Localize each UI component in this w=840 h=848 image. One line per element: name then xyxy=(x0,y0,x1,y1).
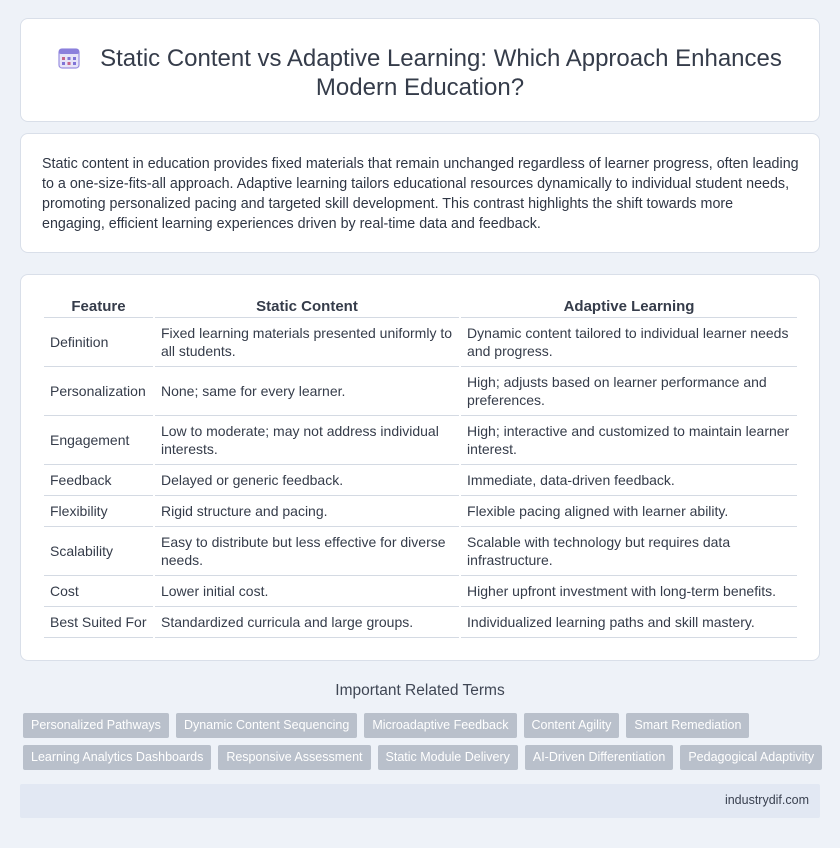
feature-cell: Personalization xyxy=(44,367,153,416)
feature-cell: Best Suited For xyxy=(44,607,153,638)
table-row xyxy=(44,318,797,367)
calendar-grid-icon xyxy=(58,47,80,69)
feature-cell: Engagement xyxy=(44,416,153,465)
table-row xyxy=(44,465,797,496)
header-static-content: Static Content xyxy=(155,296,459,318)
term-tag[interactable]: Dynamic Content Sequencing xyxy=(176,713,357,738)
page-title-wrap xyxy=(21,44,819,102)
table-row xyxy=(44,367,797,416)
adaptive-cell: Flexible pacing aligned with learner ability. xyxy=(461,496,797,527)
header-adaptive-learning: Adaptive Learning xyxy=(461,296,797,318)
related-terms xyxy=(23,713,823,777)
table-row xyxy=(44,416,797,465)
static-cell: Standardized curricula and large groups. xyxy=(155,607,459,638)
term-tag[interactable]: Content Agility xyxy=(524,713,620,738)
term-row xyxy=(23,745,823,770)
term-tag[interactable]: Static Module Delivery xyxy=(378,745,518,770)
page-title: Static Content vs Adaptive Learning: Which Approach Enhances Modern Education? xyxy=(100,45,782,101)
static-cell: Rigid structure and pacing. xyxy=(155,496,459,527)
feature-cell: Feedback xyxy=(44,465,153,496)
table-row xyxy=(44,607,797,638)
static-cell: None; same for every learner. xyxy=(155,367,459,416)
adaptive-cell: Individualized learning paths and skill mastery. xyxy=(461,607,797,638)
feature-cell: Flexibility xyxy=(44,496,153,527)
intro-paragraph: Static content in education provides fixed materials that remain unchanged regardless of learner progress, often leading to a one-size-fits-all approach. Adaptive learning tailors educational resources dynamically to individual student needs, promoting personalized pacing and targeted skill development. This contrast highlights the shift towards more engaging, efficient learning experiences driven by real-time data and feedback. xyxy=(42,156,799,232)
adaptive-cell: Dynamic content tailored to individual learner needs and progress. xyxy=(461,318,797,367)
static-cell: Fixed learning materials presented uniformly to all students. xyxy=(155,318,459,367)
intro-card xyxy=(20,133,820,253)
static-cell: Low to moderate; may not address individual interests. xyxy=(155,416,459,465)
term-tag[interactable]: Personalized Pathways xyxy=(23,713,169,738)
table-row xyxy=(44,496,797,527)
term-tag[interactable]: Learning Analytics Dashboards xyxy=(23,745,211,770)
term-tag[interactable]: Microadaptive Feedback xyxy=(364,713,516,738)
static-cell: Lower initial cost. xyxy=(155,576,459,607)
table-row xyxy=(44,576,797,607)
comparison-table xyxy=(42,296,799,638)
header-feature: Feature xyxy=(44,296,153,318)
related-terms-heading: Important Related Terms xyxy=(335,682,505,699)
title-card xyxy=(20,18,820,122)
table-row xyxy=(44,527,797,576)
table-header-row xyxy=(44,296,797,318)
adaptive-cell: Immediate, data-driven feedback. xyxy=(461,465,797,496)
adaptive-cell: Higher upfront investment with long-term benefits. xyxy=(461,576,797,607)
static-cell: Delayed or generic feedback. xyxy=(155,465,459,496)
term-tag[interactable]: Smart Remediation xyxy=(626,713,749,738)
feature-cell: Definition xyxy=(44,318,153,367)
adaptive-cell: High; adjusts based on learner performance and preferences. xyxy=(461,367,797,416)
feature-cell: Scalability xyxy=(44,527,153,576)
feature-cell: Cost xyxy=(44,576,153,607)
footer-bar xyxy=(20,784,820,818)
footer-site[interactable]: industrydif.com xyxy=(724,793,809,807)
adaptive-cell: High; interactive and customized to maintain learner interest. xyxy=(461,416,797,465)
term-row xyxy=(23,713,823,738)
term-tag[interactable]: AI-Driven Differentiation xyxy=(525,745,673,770)
static-cell: Easy to distribute but less effective for diverse needs. xyxy=(155,527,459,576)
comparison-card xyxy=(20,274,820,661)
term-tag[interactable]: Responsive Assessment xyxy=(218,745,370,770)
adaptive-cell: Scalable with technology but requires data infrastructure. xyxy=(461,527,797,576)
term-tag[interactable]: Pedagogical Adaptivity xyxy=(680,745,822,770)
